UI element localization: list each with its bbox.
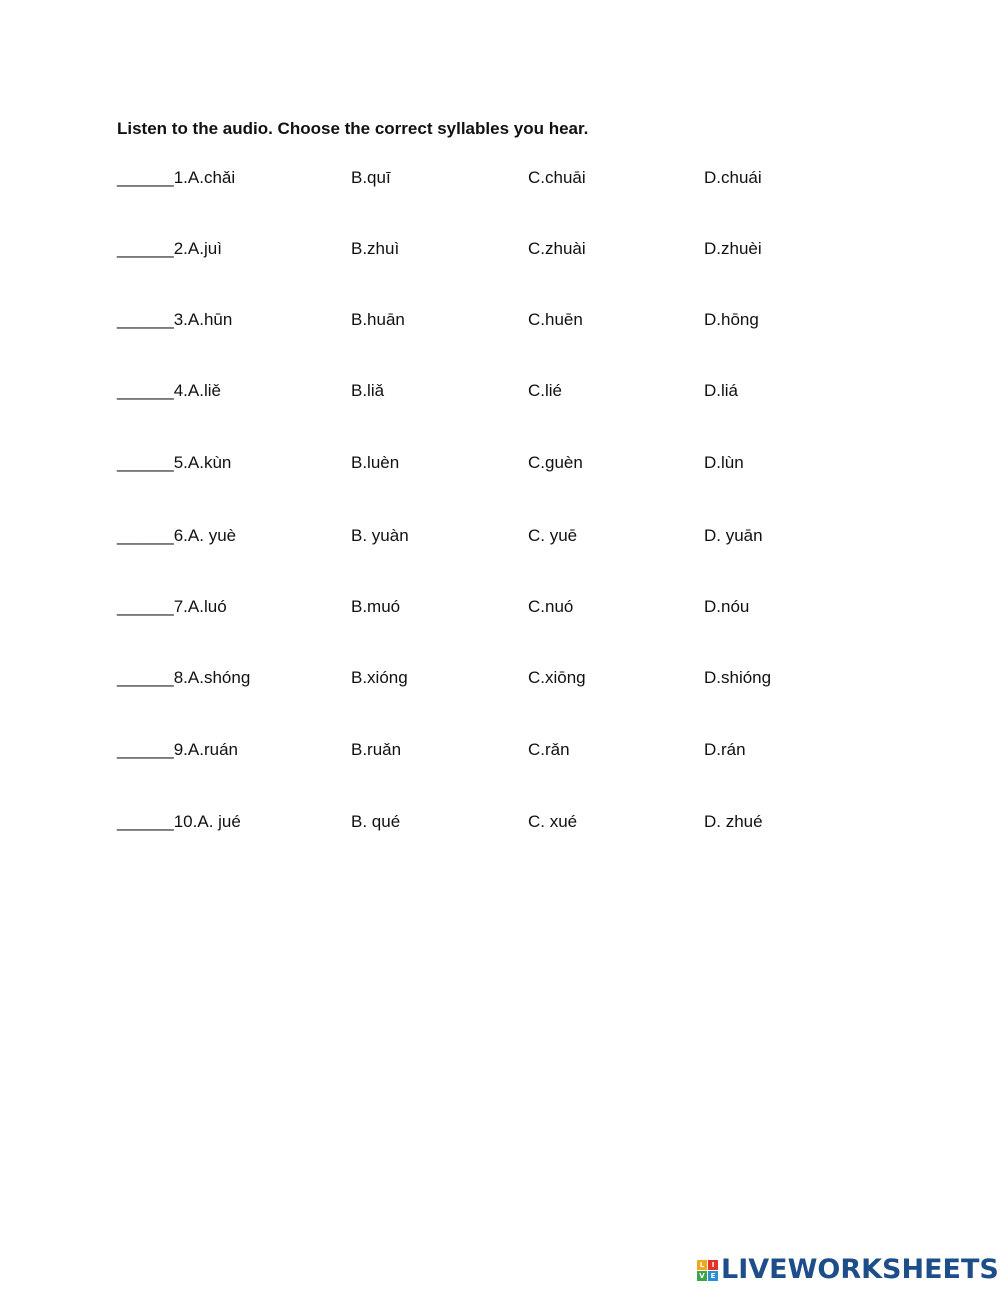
logo-block-e: E	[708, 1271, 718, 1281]
option-d[interactable]: D.liá	[704, 381, 739, 400]
option-c[interactable]: C. xué	[528, 812, 578, 831]
option-d[interactable]: D.lùn	[704, 453, 744, 472]
option-a[interactable]: ______9.A.ruán	[117, 740, 238, 759]
option-a[interactable]: ______3.A.hūn	[117, 310, 233, 329]
logo-block-l: L	[697, 1260, 707, 1270]
option-a[interactable]: ______10.A. jué	[117, 812, 241, 831]
option-c[interactable]: C.huēn	[528, 310, 583, 329]
option-c[interactable]: C.guèn	[528, 453, 583, 472]
question-row	[0, 597, 1000, 621]
option-a[interactable]: ______2.A.juì	[117, 239, 222, 258]
option-b[interactable]: B.muó	[351, 597, 401, 616]
option-c[interactable]: C.zhuài	[528, 239, 586, 258]
question-row	[0, 453, 1000, 477]
option-a[interactable]: ______1.A.chǎi	[117, 168, 236, 187]
logo-mark-icon	[697, 1260, 719, 1282]
option-d[interactable]: D. yuān	[704, 526, 763, 545]
option-c[interactable]: C.xiōng	[528, 668, 586, 687]
option-d[interactable]: D.zhuèi	[704, 239, 762, 258]
option-b[interactable]: B. yuàn	[351, 526, 409, 545]
logo-block-i: I	[708, 1260, 718, 1270]
option-d[interactable]: D. zhué	[704, 812, 763, 831]
option-d[interactable]: D.chuái	[704, 168, 762, 187]
option-c[interactable]: C.chuāi	[528, 168, 586, 187]
question-row	[0, 526, 1000, 550]
option-c[interactable]: C.lié	[528, 381, 563, 400]
option-b[interactable]: B.liǎ	[351, 381, 385, 400]
option-b[interactable]: B.ruǎn	[351, 740, 402, 759]
option-a[interactable]: ______7.A.luó	[117, 597, 227, 616]
logo-block-v: V	[697, 1271, 707, 1281]
question-row	[0, 310, 1000, 334]
instruction-heading: Listen to the audio. Choose the correct syllables you hear.	[117, 119, 589, 138]
question-row	[0, 812, 1000, 836]
option-a[interactable]: ______8.A.shóng	[117, 668, 251, 687]
option-d[interactable]: D.hōng	[704, 310, 759, 329]
logo-text: LIVEWORKSHEETS	[721, 1254, 999, 1285]
option-d[interactable]: D.nóu	[704, 597, 750, 616]
question-row	[0, 740, 1000, 764]
option-d[interactable]: D.shióng	[704, 668, 772, 687]
option-b[interactable]: B. qué	[351, 812, 401, 831]
option-a[interactable]: ______5.A.kùn	[117, 453, 232, 472]
option-b[interactable]: B.xióng	[351, 668, 408, 687]
liveworksheets-logo	[697, 1254, 997, 1286]
option-c[interactable]: C. yuē	[528, 526, 578, 545]
option-d[interactable]: D.rán	[704, 740, 746, 759]
option-b[interactable]: B.quī	[351, 168, 391, 187]
option-b[interactable]: B.huān	[351, 310, 405, 329]
option-a[interactable]: ______4.A.liě	[117, 381, 221, 400]
option-c[interactable]: C.nuó	[528, 597, 574, 616]
option-c[interactable]: C.rǎn	[528, 740, 570, 759]
question-row	[0, 168, 1000, 192]
option-b[interactable]: B.luèn	[351, 453, 400, 472]
question-row	[0, 668, 1000, 692]
question-row	[0, 239, 1000, 263]
question-row	[0, 381, 1000, 405]
option-a[interactable]: ______6.A. yuè	[117, 526, 237, 545]
option-b[interactable]: B.zhuì	[351, 239, 400, 258]
